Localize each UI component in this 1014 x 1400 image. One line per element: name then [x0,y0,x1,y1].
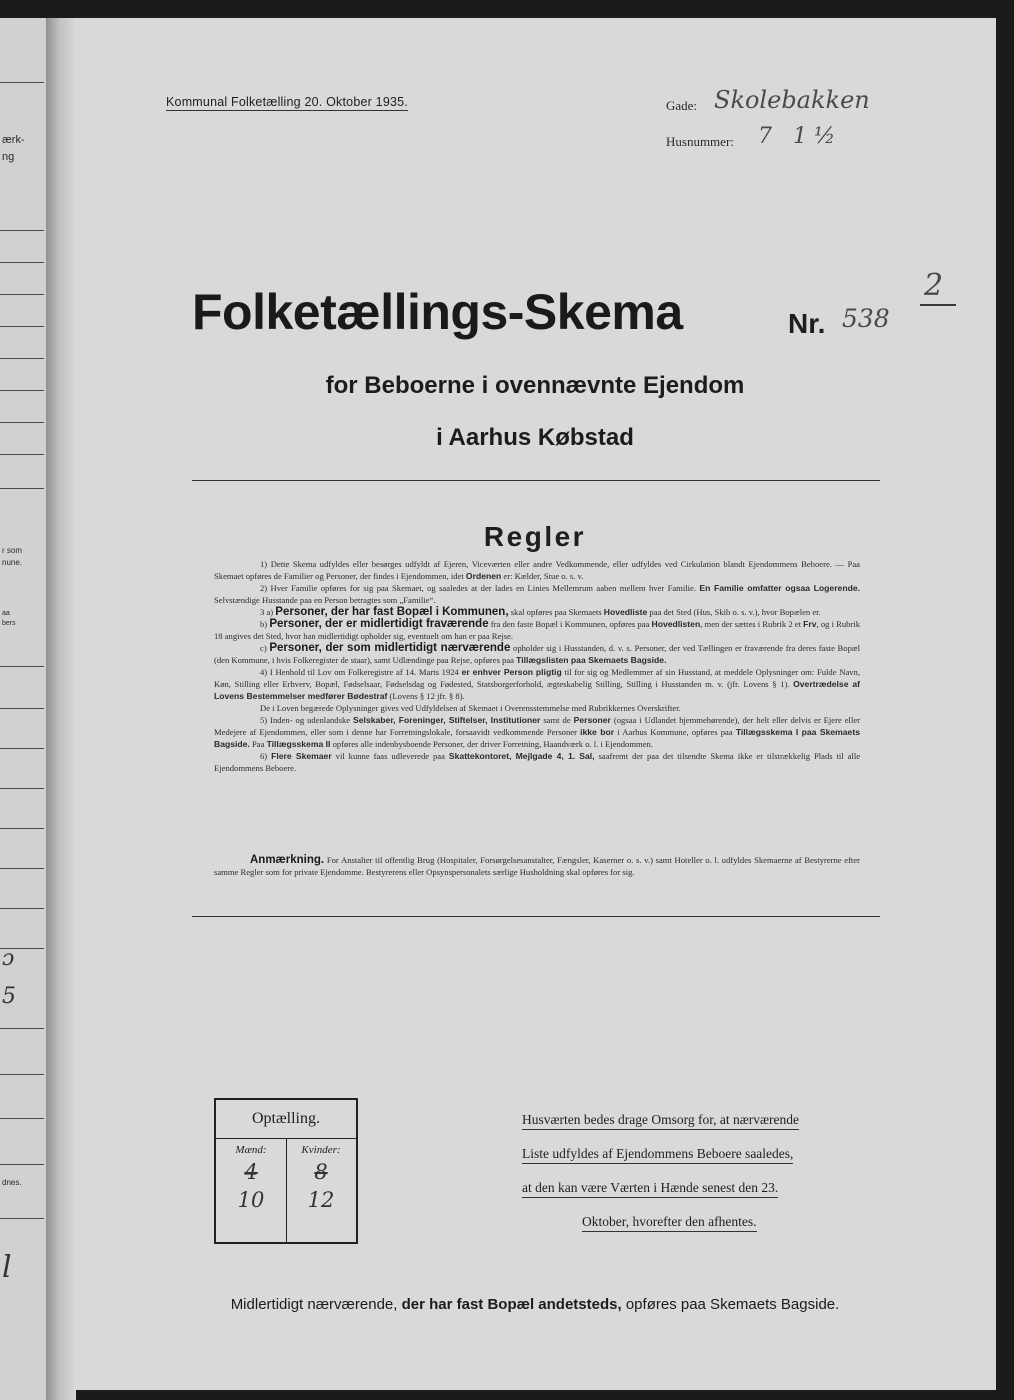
remark-body: For Anstalter til offentlig Brug (Hospitaler, Forsørgelsesanstalter, Fængsler, Kaserner o. s. v.) samt Hoteller o. l. udfyldes Skemaerne af Bestyrerne efter samme Regler som for private Ejendomme. Bestyrerens eller Opsynspersonalets særlige Husholdning skal opføres for sig. [214,855,860,877]
women-count-crossed: 8 [314,1160,328,1184]
landlord-instruction-line: Liste udfyldes af Ejendommens Beboere saaledes, [522,1146,793,1164]
left-page-rule [0,1118,44,1119]
rule-3c: c) Personer, der som midlertidigt nærværende opholder sig i Husstanden, d. v. s. Personer, der ved Tællingen er fraværende fra deres faste Bopæl (den Kommune, i hvis Folkeregister de staar), samt Udlændinge paa Rejse, opføres paa Tillægslisten paa Skemaets Bagside. [214,642,861,665]
left-page-text: ærk- [2,134,25,146]
rule-1: 1) Dette Skema udfyldes eller besørges udfyldt af Ejeren, Viceværten eller andre Vedkommende, eller udfyldes ved Cirkulation blandt Ejendommens Beboere. — Paa Skemaet opføres de Familier og Personer, der findes i Ejendommen, idet Ordenen er: Kælder, Stue o. s. v. [214,559,860,581]
footer-note: Midlertidigt nærværende, der har fast Bopæl andetsteds, opføres paa Skemaets Bagside. [230,1296,840,1313]
left-page-rule [0,82,44,83]
left-page-rule [0,390,44,391]
rule-2: 2) Hver Familie opføres for sig paa Skemaet, og saaledes at der lades en Linies Mellemrum aaben mellem hver Familie. En Familie omfatter ogsaa Logerende. Selvstændige Husstande paa en Person betragtes som „Familie“. [214,583,860,605]
left-page-handwriting: ɔ [2,946,15,971]
rule-3a: 3 a) Personer, der har fast Bopæl i Kommunen, skal opføres paa Skemaets Hovedliste paa det Sted (Hus, Skib o. s. v.), hvor Bopælen er. [260,606,821,618]
landlord-instruction-line: Husværten bedes drage Omsorg for, at nærværende [522,1112,799,1130]
form-municipality: i Aarhus Købstad [436,424,634,451]
left-page-rule [0,262,44,263]
left-page-rule [0,666,44,667]
book-spine-shadow [46,18,76,1400]
left-page-rule [0,358,44,359]
gade-label: Gade: [666,98,698,113]
men-count-crossed: 4 [244,1160,258,1184]
rule-5: 5) Inden- og udenlandske Selskaber, Foreninger, Stiftelser, Institutioner samt de Personer (ogsaa i Udlandet hjemmehørende), der helt eller delvis er Ejere eller Medejere af Ejendommen, eller som i denne har Forretningslokale, forsaavidt vedkommende Personer ikke bor i Aarhus Kommune, opføres paa Tillægsskema I paa Skemaets Bagside. Paa Tillægsskema II opføres alle indenbysboende Personer, der driver Forretning, Haandværk o. l. i Ejendommen. [214,715,861,749]
form-title: Folketællings-Skema [192,284,683,340]
left-page-rule [0,1028,44,1029]
left-page-rule [0,788,44,789]
left-page-rule [0,294,44,295]
left-page-text: aa [2,610,10,617]
divider-line [192,916,880,917]
landlord-instruction-line: Oktober, hvorefter den afhentes. [582,1214,757,1232]
form-number-handwritten: 538 [842,304,890,333]
rules-text [214,558,860,774]
rule-3b: b) Personer, der er midlertidigt fraværende fra den faste Bopæl i Kommunen, opføres paa Hovedlisten, men der sættes i Rubrik 2 et Frv, og i Rubrik 18 angives det Sted, hvor han midlertidigt opholder sig, eventuelt om han er paa Rejse. [214,618,861,641]
count-box [214,1098,358,1244]
rule-4: 4) I Henhold til Lov om Folkeregistre af 14. Marts 1924 er enhver Person pligtig til for sig og Medlemmer af sin Husstand, at meddele Oplysninger om: Fulde Navn, Køn, Stilling eller Erhverv, Bopæl, Fødselsaar, Fødselsdag og Fødested, Statsborgerforhold, ægteskabelig Stilling, Stilling i Husstanden m. v. (jfr. Lovens § 1). Overtrædelse af Lovens Bestemmelser medfører Bødestraf (Lovens § 12 jfr. § 8). [214,667,861,701]
left-page-text: dnes. [2,1178,22,1187]
rule-6: 6) Flere Skemaer vil kunne faas udleverede paa Skattekontoret, Mejlgade 4, 1. Sal, saafremt der paa det tilsendte Skema ikke er tilstrækkelig Plads til alle Ejendommens Beboere. [214,751,861,773]
left-page-rule [0,454,44,455]
left-page-rule [0,708,44,709]
left-page-rule [0,868,44,869]
left-page-rule [0,488,44,489]
left-page-rule [0,326,44,327]
remark-text [214,854,860,878]
left-page-rule [0,1218,44,1219]
left-page-rule [0,1074,44,1075]
left-page-rule [0,422,44,423]
left-page-handwriting: 5 [2,984,16,1009]
women-count: 12 [307,1188,335,1212]
husnummer-handwritten-value: 7 1 ½ [758,124,836,149]
divider-line [192,480,880,481]
census-date-line: Kommunal Folketælling 20. Oktober 1935. [166,95,408,109]
left-page-text: bers [2,620,16,627]
left-page-text: r som [2,546,22,555]
count-box-title: Optælling. [251,1110,320,1127]
left-page-fragment [0,18,48,1400]
landlord-instruction-line: at den kan være Værten i Hænde senest den 23. [522,1180,778,1198]
left-page-rule [0,230,44,231]
remark-lead: Anmærkning. [250,854,325,866]
left-page-rule [0,828,44,829]
rules-heading: Regler [483,521,587,552]
husnummer-label: Husnummer: [666,134,734,149]
margin-mark-underline [920,304,956,306]
form-number-label: Nr. [788,308,826,339]
left-page-handwriting: l [2,1250,12,1285]
men-count: 10 [237,1188,265,1212]
women-label: Kvinder: [301,1144,341,1156]
left-page-rule [0,908,44,909]
census-form-page [74,18,996,1390]
left-page-text: nune. [2,558,23,567]
left-page-rule [0,748,44,749]
men-label: Mænd: [235,1144,267,1156]
margin-handwritten-mark: 2 [924,268,944,303]
form-subtitle: for Beboerne i ovennævnte Ejendom [325,372,745,399]
gade-handwritten-value: Skolebakken [714,86,870,114]
left-page-text: ng [2,151,15,163]
left-page-rule [0,1164,44,1165]
rule-4-extra: De i Loven begærede Oplysninger gives ved Udfyldelsen af Skemaet i Overensstemmelse med Rubrikkernes Overskrifter. [260,703,681,713]
